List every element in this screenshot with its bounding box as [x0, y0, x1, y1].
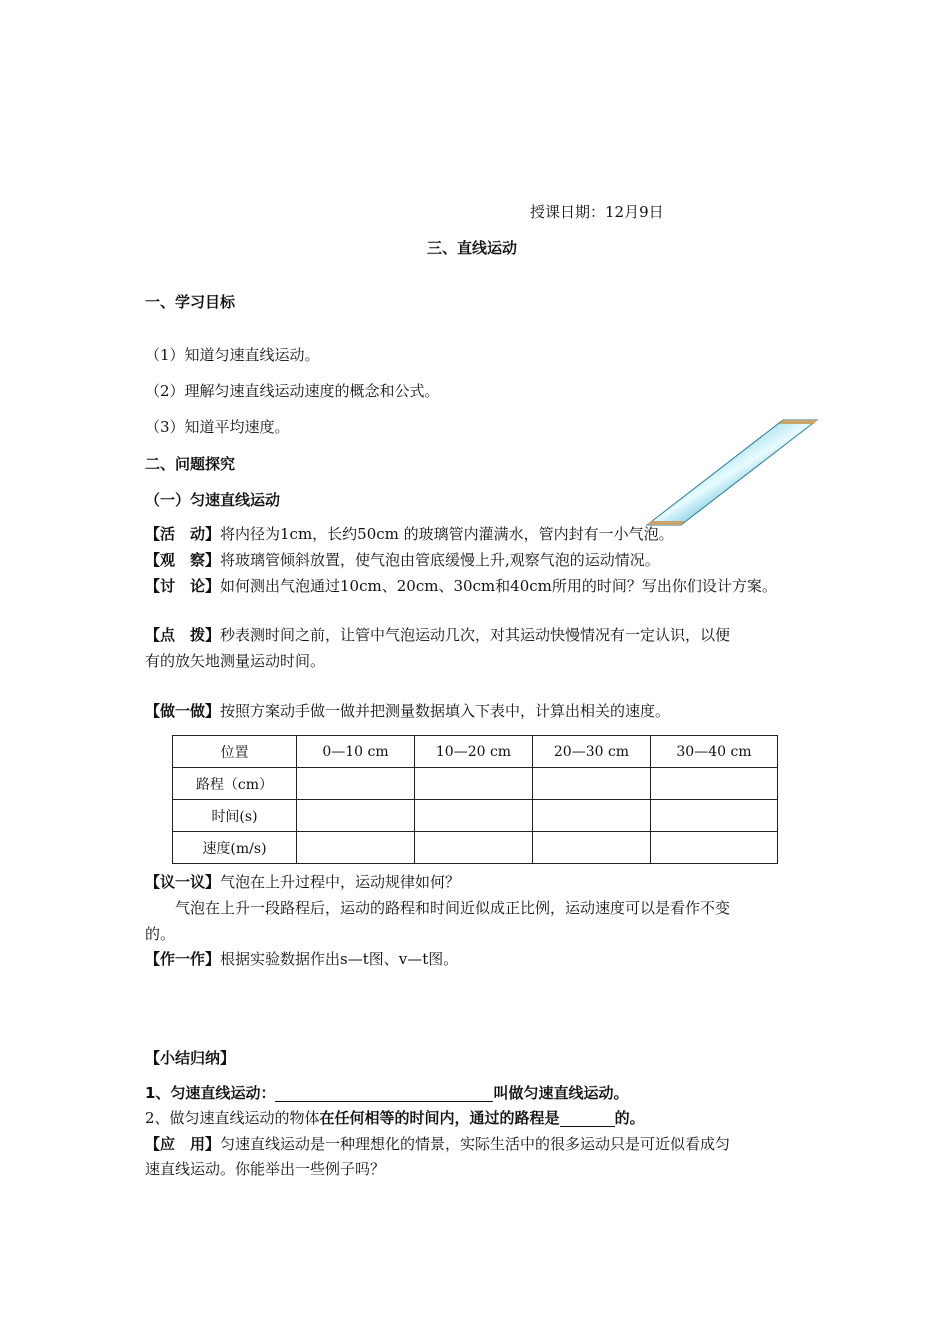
hint-tag: 【点 拨】	[145, 626, 221, 644]
table-cell[interactable]	[297, 768, 415, 800]
discuss2-line	[145, 873, 460, 891]
discuss-text: 如何测出气泡通过10cm、20cm、30cm和40cm所用的时间？写出你们设计方案。	[220, 577, 777, 595]
table-row-label: 速度(m/s)	[173, 832, 297, 864]
table-cell[interactable]	[533, 768, 651, 800]
lesson-date: 授课日期：12月9日	[530, 203, 664, 221]
table-cell[interactable]	[651, 800, 778, 832]
table-row	[173, 768, 778, 800]
doit-line	[145, 702, 670, 720]
discuss-line	[145, 577, 777, 595]
doit-text: 按照方案动手做一做并把测量数据填入下表中，计算出相关的速度。	[220, 702, 671, 720]
apply-line	[145, 1135, 730, 1153]
objective-item: （1）知道匀速直线运动。	[145, 346, 320, 364]
hint-text: 秒表测时间之前，让管中气泡运动几次，对其运动快慢情况有一定认识，以便	[220, 626, 731, 644]
table-row	[173, 800, 778, 832]
hint-line	[145, 626, 730, 644]
table-cell[interactable]	[415, 800, 533, 832]
activity-tag: 【活 动】	[145, 525, 221, 543]
make-tag: 【作一作】	[145, 950, 221, 968]
table-header-cell: 位置	[173, 736, 297, 768]
summary-heading: 【小结归纳】	[145, 1049, 236, 1067]
doit-tag: 【做一做】	[145, 702, 221, 720]
apply-line-2: 速直线运动。你能举出一些例子吗？	[145, 1160, 386, 1178]
subsection-heading: （一）匀速直线运动	[145, 491, 281, 509]
table-cell[interactable]	[297, 832, 415, 864]
hint-line-2: 有的放矢地测量运动时间。	[145, 652, 326, 670]
page-title: 三、直线运动	[427, 239, 518, 257]
summary-line-2-b: 在任何相等的时间内，通过的路程是	[319, 1109, 560, 1127]
table-cell[interactable]	[651, 832, 778, 864]
discuss-tag: 【讨 论】	[145, 577, 221, 595]
fill-blank[interactable]	[275, 1087, 493, 1102]
table-header-cell: 20—30 cm	[533, 736, 651, 768]
table-header-cell: 30—40 cm	[651, 736, 778, 768]
table-row-label: 路程（cm）	[173, 768, 297, 800]
answer-line-2: 的。	[145, 925, 176, 943]
objective-item: （2）理解匀速直线运动速度的概念和公式。	[145, 382, 440, 400]
answer-line-1: 气泡在上升一段路程后，运动的路程和时间近似成正比例，运动速度可以是看作不变	[175, 899, 731, 917]
table-row-label: 时间(s)	[173, 800, 297, 832]
summary-line-2-c: 的。	[614, 1109, 645, 1127]
table-cell[interactable]	[415, 768, 533, 800]
apply-tag: 【应 用】	[145, 1135, 221, 1153]
objective-item: （3）知道平均速度。	[145, 418, 290, 436]
discuss2-tag: 【议一议】	[145, 873, 221, 891]
table-cell[interactable]	[651, 768, 778, 800]
observe-line	[145, 551, 660, 569]
table-header-row	[173, 736, 778, 768]
summary-line-1-post: 叫做匀速直线运动。	[493, 1084, 629, 1102]
table-cell[interactable]	[533, 832, 651, 864]
table-cell[interactable]	[415, 832, 533, 864]
section-heading-inquiry: 二、问题探究	[145, 455, 236, 473]
section-heading-objectives: 一、学习目标	[145, 293, 236, 311]
discuss2-text: 气泡在上升过程中，运动规律如何？	[220, 873, 461, 891]
table-header-cell: 0—10 cm	[297, 736, 415, 768]
summary-line-1-pre: 1、匀速直线运动：	[145, 1084, 276, 1102]
table-cell[interactable]	[533, 800, 651, 832]
apply-text: 匀速直线运动是一种理想化的情景，实际生活中的很多运动只是可近似看成匀	[220, 1135, 731, 1153]
activity-text: 将内径为1cm，长约50cm 的玻璃管内灌满水，管内封有一小气泡。	[220, 525, 674, 543]
make-line	[145, 950, 458, 968]
table-row	[173, 832, 778, 864]
observe-text: 将玻璃管倾斜放置，使气泡由管底缓慢上升,观察气泡的运动情况。	[220, 551, 660, 569]
table-cell[interactable]	[297, 800, 415, 832]
summary-line-2	[145, 1109, 645, 1127]
summary-line-2-a: 2、做匀速直线运动的物体	[145, 1109, 320, 1127]
table-header-cell: 10—20 cm	[415, 736, 533, 768]
summary-line-1	[145, 1084, 628, 1102]
glass-tube-illustration	[645, 415, 825, 530]
observe-tag: 【观 察】	[145, 551, 221, 569]
fill-blank[interactable]	[560, 1112, 615, 1127]
make-text: 根据实验数据作出s—t图、v—t图。	[220, 950, 459, 968]
activity-line	[145, 525, 674, 543]
measurement-table	[172, 735, 778, 864]
